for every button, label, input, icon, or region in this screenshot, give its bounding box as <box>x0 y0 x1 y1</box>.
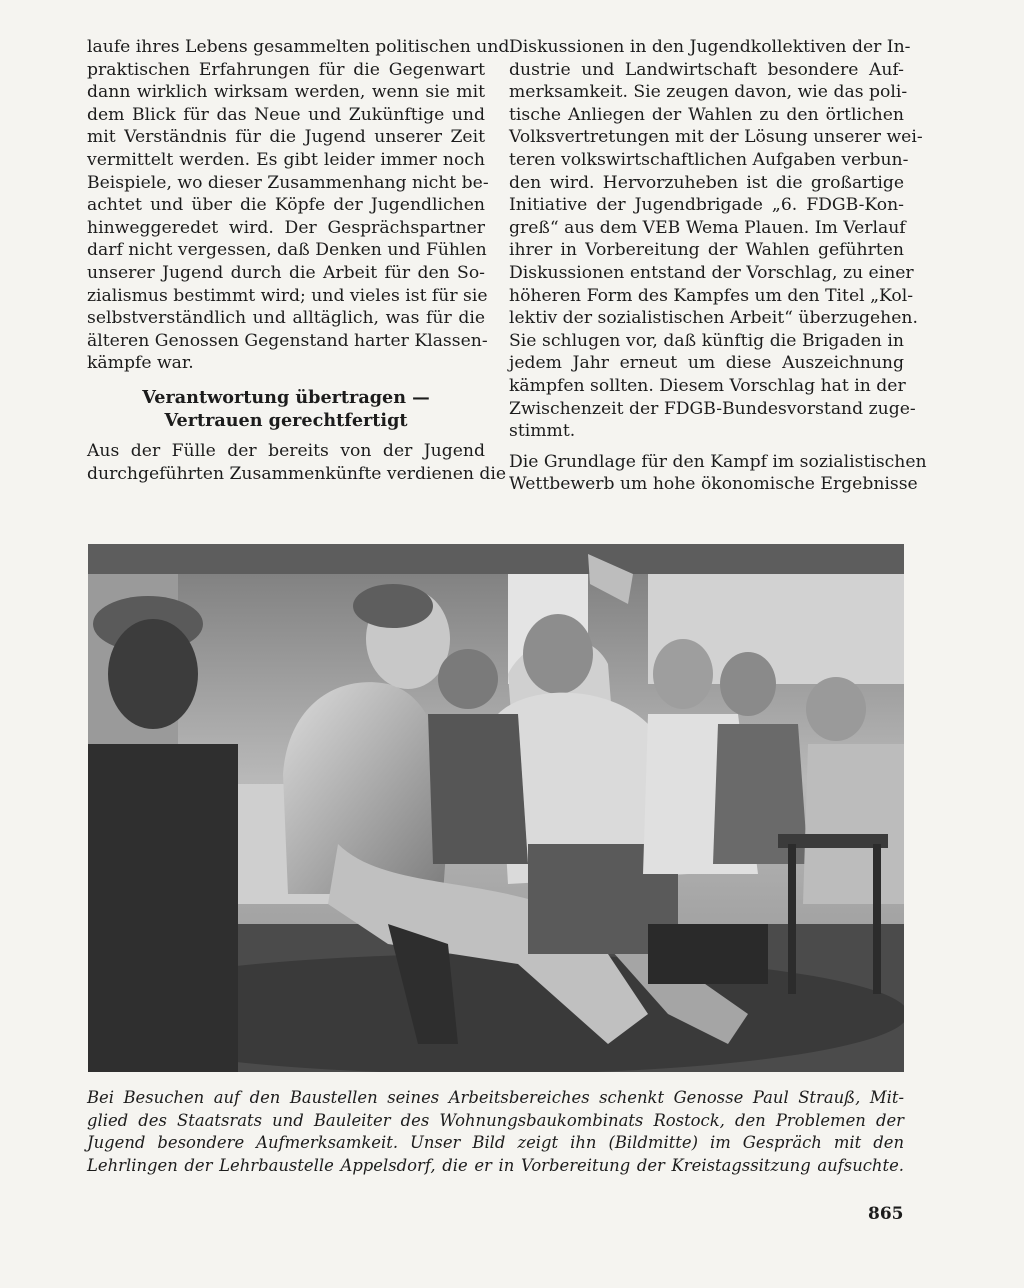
text-line: Diskussionen in den Jugendkollektiven der In- <box>509 37 911 57</box>
text-line: höheren Form des Kampfes um den Titel „Kol- <box>509 285 914 306</box>
text-line: kämpfe war. <box>87 353 194 374</box>
text-line: stimmt. <box>509 421 576 442</box>
text-line: tische Anliegen der Wahlen zu den örtlichen <box>509 104 904 125</box>
left-column <box>87 36 510 485</box>
left-paragraph-1 <box>87 36 510 375</box>
photo-illustration <box>88 544 904 1072</box>
caption-line: Lehrlingen der Lehrbaustelle Appelsdorf, die er in Vorbereitung der Kreistagssitzung aufsuchte. <box>87 1155 904 1175</box>
text-line: Volksvertretungen mit der Lösung unserer wei- <box>509 127 923 148</box>
text-line: den wird. Hervorzuheben ist die großartige <box>509 172 904 193</box>
text-line: teren volkswirtschaftlichen Aufgaben verbun- <box>509 149 909 170</box>
text-line: selbstverständlich und alltäglich, was für die <box>87 308 485 329</box>
text-line: praktischen Erfahrungen für die Gegenwart <box>87 59 485 80</box>
right-paragraph-2 <box>509 451 927 496</box>
text-line: kämpfen sollten. Diesem Vorschlag hat in der <box>509 375 906 396</box>
right-paragraph-1 <box>509 36 923 443</box>
text-line: Zwischenzeit der FDGB-Bundesvorstand zuge- <box>509 398 916 419</box>
photo-meeting <box>88 544 904 1072</box>
caption-line: glied des Staatsrats und Bauleiter des Wohnungsbaukombinats Rostock, den Problemen der <box>87 1110 904 1130</box>
text-line: ihrer in Vorbereitung der Wahlen geführten <box>509 240 904 261</box>
text-line: dem Blick für das Neue und Zukünftige und <box>87 104 485 125</box>
page-number: 865 <box>868 1204 904 1224</box>
section-heading <box>87 387 485 432</box>
caption-line: Bei Besuchen auf den Baustellen seines Arbeitsbereiches schenkt Genosse Paul Strauß, Mit- <box>87 1088 904 1107</box>
text-line: lektiv der sozialistischen Arbeit“ überzugehen. <box>509 308 918 329</box>
right-column <box>509 36 927 496</box>
left-paragraph-2 <box>87 440 507 485</box>
text-line: dustrie und Landwirtschaft besondere Auf- <box>509 59 904 80</box>
text-line: Diskussionen entstand der Vorschlag, zu einer <box>509 262 914 283</box>
text-line: achtet und über die Köpfe der Jugendlichen <box>87 195 485 216</box>
text-line: hinweggeredet wird. Der Gesprächspartner <box>87 217 485 238</box>
text-line: Beispiele, wo dieser Zusammenhang nicht be- <box>87 172 489 193</box>
text-line: zialismus bestimmt wird; und vieles ist für sie <box>87 285 488 306</box>
text-line: Initiative der Jugendbrigade „6. FDGB-Kon- <box>509 195 904 216</box>
photo-caption <box>87 1087 904 1177</box>
text-line: Die Grundlage für den Kampf im sozialistischen <box>509 451 927 472</box>
text-line: jedem Jahr erneut um diese Auszeichnung <box>509 353 904 374</box>
caption-line: Jugend besondere Aufmerksamkeit. Unser Bild zeigt ihn (Bildmitte) im Gespräch mit den <box>87 1133 904 1153</box>
text-line: merksamkeit. Sie zeugen davon, wie das poli- <box>509 82 908 103</box>
text-line: mit Verständnis für die Jugend unserer Zeit <box>87 127 485 148</box>
text-line: unserer Jugend durch die Arbeit für den So- <box>87 262 485 283</box>
heading-line: Vertrauen gerechtfertigt <box>164 409 408 431</box>
text-line: Wettbewerb um hohe ökonomische Ergebnisse <box>509 474 918 495</box>
text-line: Aus der Fülle der bereits von der Jugend <box>87 441 485 462</box>
text-line: darf nicht vergessen, daß Denken und Fühlen <box>87 240 487 261</box>
heading-line: Verantwortung übertragen — <box>142 386 430 408</box>
text-line: älteren Genossen Gegenstand harter Klassen- <box>87 330 488 351</box>
text-line: Sie schlugen vor, daß künftig die Brigaden in <box>509 330 904 351</box>
text-line: laufe ihres Lebens gesammelten politischen und <box>87 37 510 57</box>
text-line: dann wirklich wirksam werden, wenn sie mit <box>87 82 485 103</box>
text-line: vermittelt werden. Es gibt leider immer noch <box>87 149 485 170</box>
text-line: greß“ aus dem VEB Wema Plauen. Im Verlauf <box>509 217 906 238</box>
text-line: durchgeführten Zusammenkünfte verdienen die <box>87 463 507 484</box>
